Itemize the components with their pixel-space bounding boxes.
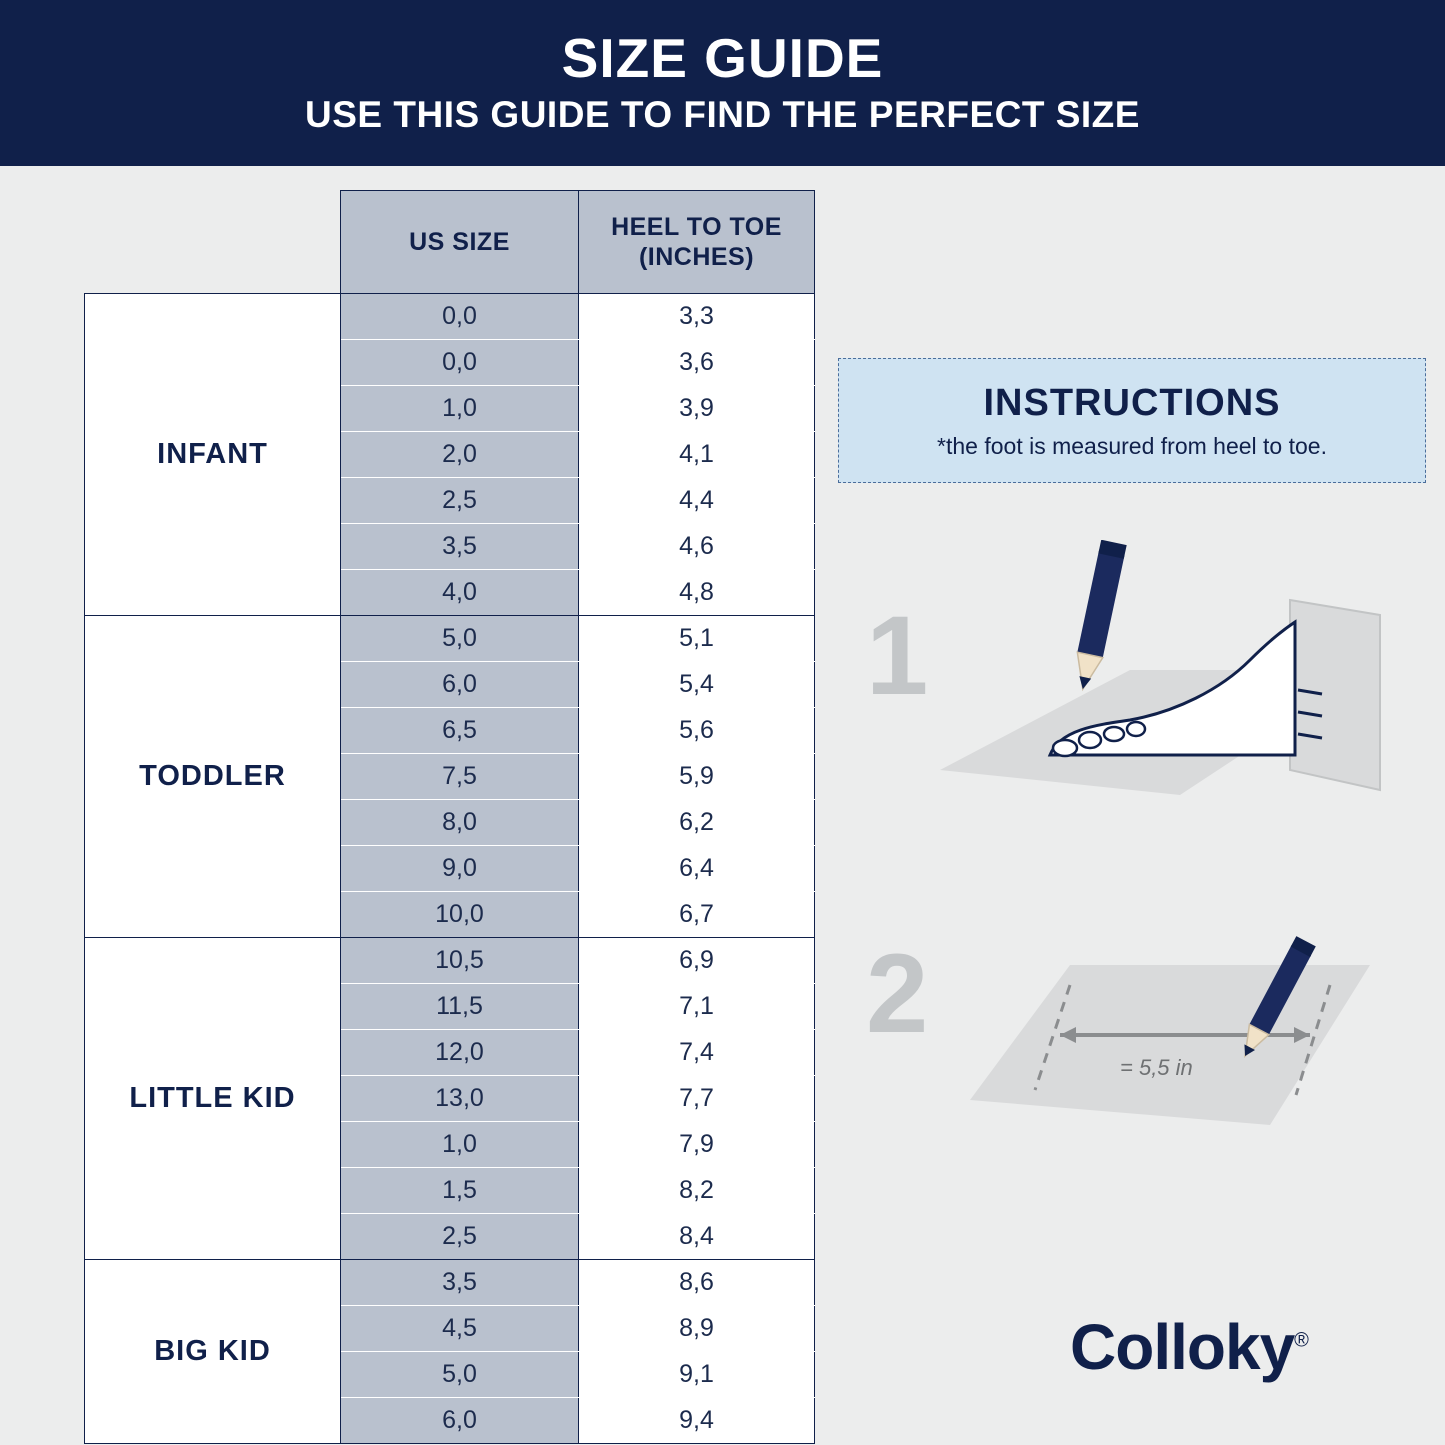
us-size-cell: 13,0 [341,1076,579,1122]
us-size-cell: 6,0 [341,662,579,708]
step-number-two: 2 [866,931,929,1056]
heel-to-toe-cell: 8,9 [579,1306,815,1352]
trademark-mark: ® [1294,1329,1308,1352]
us-size-cell: 12,0 [341,1030,579,1076]
page-subtitle: USE THIS GUIDE TO FIND THE PERFECT SIZE [305,93,1140,135]
us-size-cell: 5,0 [341,1352,579,1398]
us-size-cell: 6,0 [341,1398,579,1444]
heel-to-toe-cell: 8,6 [579,1260,815,1306]
us-size-cell: 10,5 [341,938,579,984]
heel-to-toe-cell: 9,1 [579,1352,815,1398]
us-size-cell: 8,0 [341,800,579,846]
table-row [85,1260,815,1306]
us-size-cell: 2,5 [341,1214,579,1260]
heel-to-toe-cell: 5,6 [579,708,815,754]
us-size-cell: 7,5 [341,754,579,800]
size-group-label: LITTLE KID [85,938,341,1260]
heel-to-toe-cell: 7,7 [579,1076,815,1122]
us-size-cell: 2,0 [341,432,579,478]
column-header-heel-line2: (INCHES) [638,243,755,271]
us-size-cell: 10,0 [341,892,579,938]
heel-to-toe-cell: 6,7 [579,892,815,938]
heel-to-toe-cell: 4,4 [579,478,815,524]
us-size-cell: 0,0 [341,340,579,386]
size-table-body [85,294,815,1444]
measure-length-illustration [960,930,1380,1160]
instructions-title: INSTRUCTIONS [983,381,1281,424]
heel-to-toe-cell: 7,4 [579,1030,815,1076]
brand-name: Colloky [1070,1311,1295,1383]
table-row [85,938,815,984]
us-size-cell: 4,0 [341,570,579,616]
heel-to-toe-cell: 6,4 [579,846,815,892]
heel-to-toe-cell: 7,1 [579,984,815,1030]
heel-to-toe-cell: 6,9 [579,938,815,984]
us-size-cell: 4,5 [341,1306,579,1352]
column-header-heel-to-toe [579,191,815,294]
us-size-cell: 3,5 [341,1260,579,1306]
column-header-us-size: US SIZE [341,191,579,294]
heel-to-toe-cell: 4,8 [579,570,815,616]
heel-to-toe-cell: 9,4 [579,1398,815,1444]
us-size-cell: 11,5 [341,984,579,1030]
heel-to-toe-cell: 4,1 [579,432,815,478]
size-table [84,190,815,1444]
foot-tracing-illustration [930,540,1400,870]
heel-to-toe-cell: 7,9 [579,1122,815,1168]
us-size-cell: 9,0 [341,846,579,892]
us-size-cell: 5,0 [341,616,579,662]
heel-to-toe-cell: 5,9 [579,754,815,800]
instructions-box [838,358,1426,483]
us-size-cell: 1,5 [341,1168,579,1214]
column-header-heel-line1: HEEL TO TOE [611,213,782,241]
us-size-cell: 6,5 [341,708,579,754]
size-group-label: INFANT [85,294,341,616]
us-size-cell: 1,0 [341,1122,579,1168]
heel-to-toe-cell: 6,2 [579,800,815,846]
heel-to-toe-cell: 4,6 [579,524,815,570]
table-row [85,294,815,340]
heel-to-toe-cell: 3,6 [579,340,815,386]
us-size-cell: 3,5 [341,524,579,570]
step-number-one: 1 [866,593,929,718]
heel-to-toe-cell: 3,3 [579,294,815,340]
size-group-label: BIG KID [85,1260,341,1444]
page-header [0,0,1445,166]
brand-logo [1070,1310,1308,1384]
size-table-header [85,191,815,294]
heel-to-toe-cell: 5,1 [579,616,815,662]
us-size-cell: 2,5 [341,478,579,524]
heel-to-toe-cell: 8,4 [579,1214,815,1260]
heel-to-toe-cell: 3,9 [579,386,815,432]
page-title: SIZE GUIDE [561,27,884,90]
size-table-container [84,190,814,1444]
header-spacer [85,191,341,294]
instructions-note: *the foot is measured from heel to toe. [937,432,1327,459]
measurement-label: = 5,5 in [1120,1055,1193,1080]
heel-to-toe-cell: 5,4 [579,662,815,708]
table-row [85,616,815,662]
us-size-cell: 0,0 [341,294,579,340]
us-size-cell: 1,0 [341,386,579,432]
heel-to-toe-cell: 8,2 [579,1168,815,1214]
size-group-label: TODDLER [85,616,341,938]
